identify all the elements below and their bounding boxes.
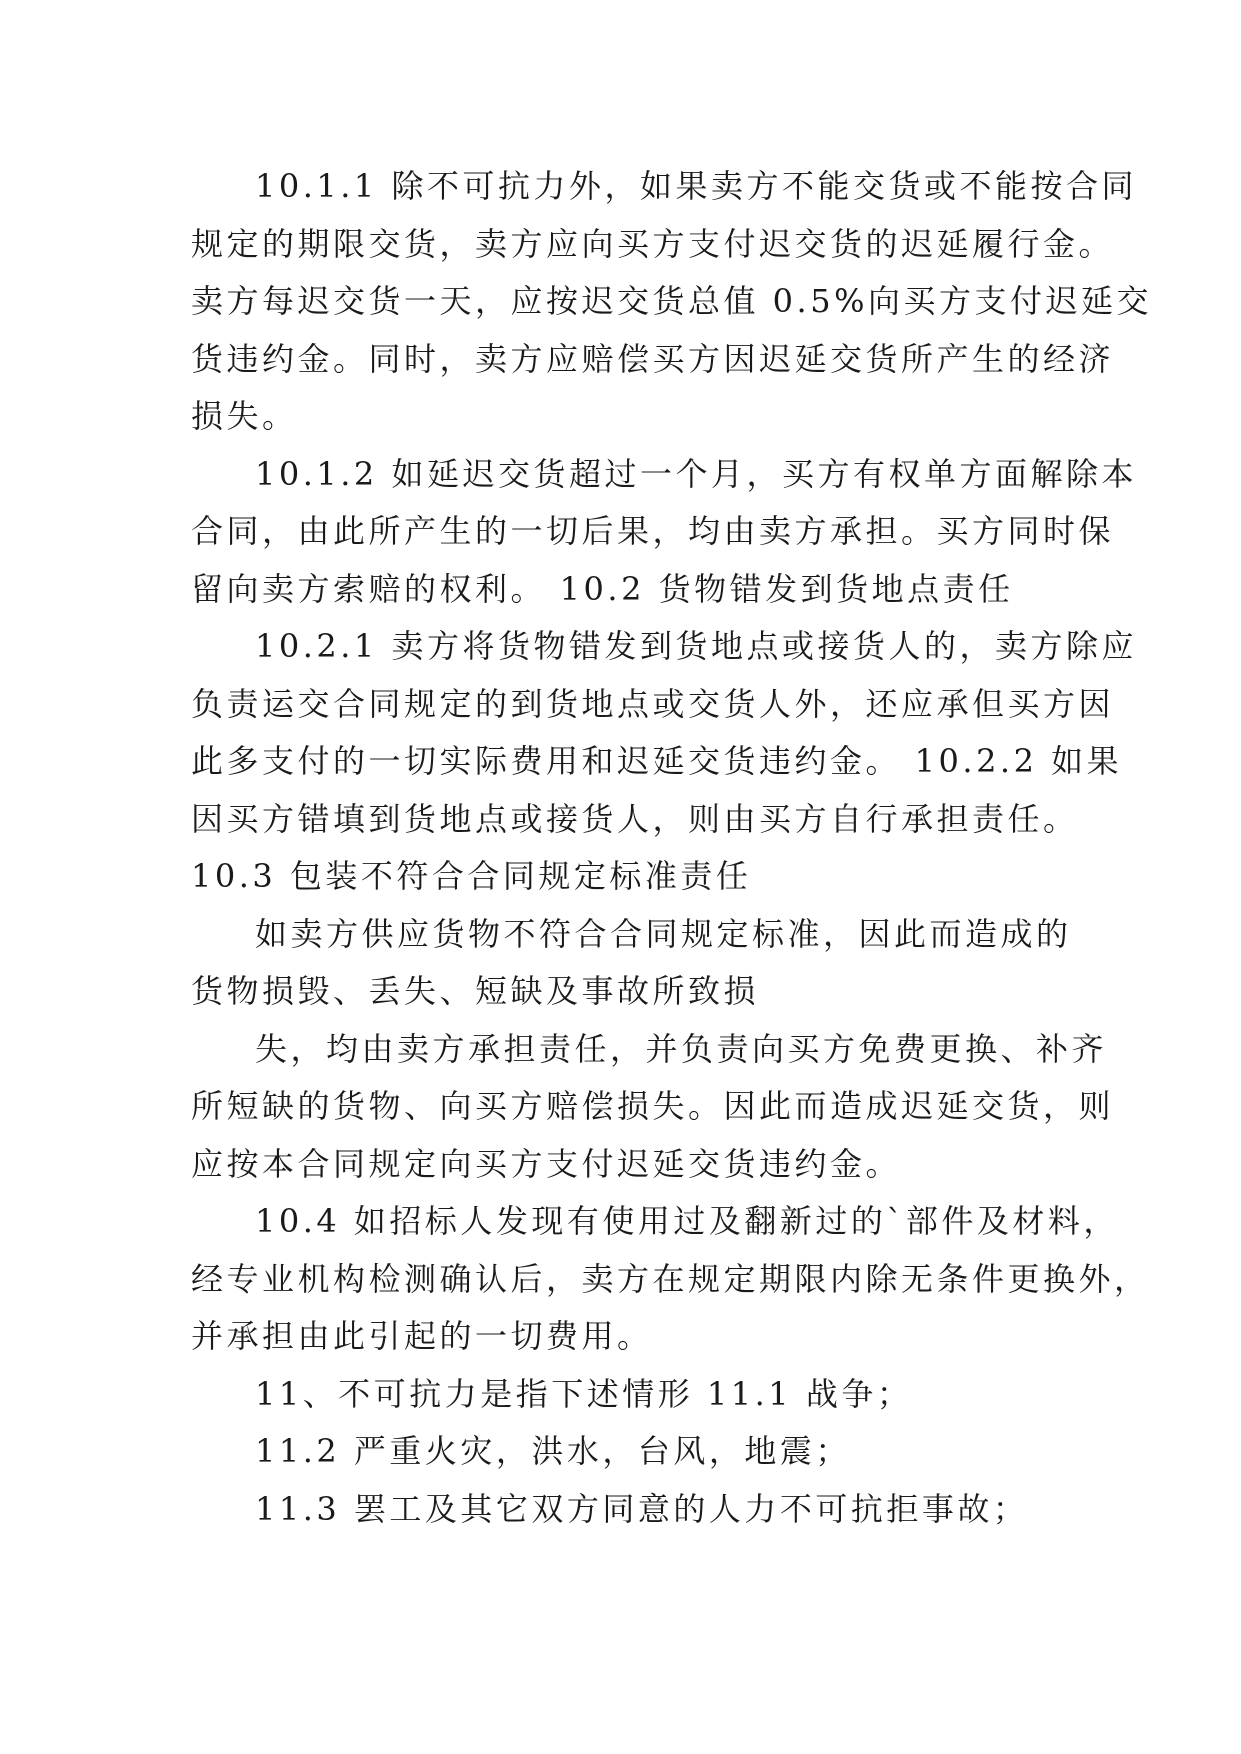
text-line: 10.1.1 除不可抗力外，如果卖方不能交货或不能按合同 — [255, 167, 1137, 205]
text-line: 货违约金。同时，卖方应赔偿买方因迟延交货所产生的经济 — [191, 339, 1115, 378]
text-line: 负责运交合同规定的到货地点或交货人外，还应承但买方因 — [191, 684, 1115, 723]
text-line: 留向卖方索赔的权利。 10.2 货物错发到货地点责任 — [191, 569, 1014, 608]
text-line: 货物损毁、丢失、短缺及事故所致损 — [191, 972, 760, 1010]
text-line: 所短缺的货物、向买方赔偿损失。因此而造成迟延交货，则 — [191, 1087, 1115, 1125]
text-line: 11.2 严重火灾，洪水，台风，地震； — [255, 1432, 851, 1470]
text-line: 应按本合同规定向买方支付迟延交货违约金。 — [191, 1144, 902, 1183]
text-line: 11.3 罢工及其它双方同意的人力不可抗拒事故； — [255, 1489, 1029, 1528]
text-line: 失，均由卖方承担责任，并负责向买方免费更换、补齐 — [255, 1029, 1108, 1068]
text-line: 并承担由此引起的一切费用。 — [191, 1317, 653, 1355]
text-line: 10.3 包装不符合合同规定标准责任 — [191, 857, 752, 895]
text-line: 因买方错填到货地点或接货人，则由买方自行承担责任。 — [191, 799, 1079, 838]
text-line: 规定的期限交货，卖方应向买方支付迟交货的迟延履行金。 — [191, 224, 1115, 263]
text-line: 11、不可抗力是指下述情形 11.1 战争； — [255, 1374, 913, 1413]
text-line: 10.1.2 如延迟交货超过一个月，买方有权单方面解除本 — [255, 454, 1137, 493]
text-line: 合同，由此所产生的一切后果，均由卖方承担。买方同时保 — [191, 512, 1115, 550]
text-line: 10.4 如招标人发现有使用过及翻新过的`部件及材料， — [255, 1202, 1119, 1240]
text-line: 损失。 — [191, 397, 298, 435]
text-line: 10.2.1 卖方将货物错发到货地点或接货人的，卖方除应 — [255, 627, 1137, 665]
text-line: 此多支付的一切实际费用和迟延交货违约金。 10.2.2 如果 — [191, 742, 1123, 780]
text-line: 经专业机构检测确认后，卖方在规定期限内除无条件更换外， — [191, 1259, 1150, 1298]
document-body — [191, 158, 1152, 1538]
text-line: 如卖方供应货物不符合合同规定标准，因此而造成的 — [255, 914, 1072, 953]
text-line: 卖方每迟交货一天，应按迟交货总值 0.5%向买方支付迟延交 — [191, 282, 1152, 320]
